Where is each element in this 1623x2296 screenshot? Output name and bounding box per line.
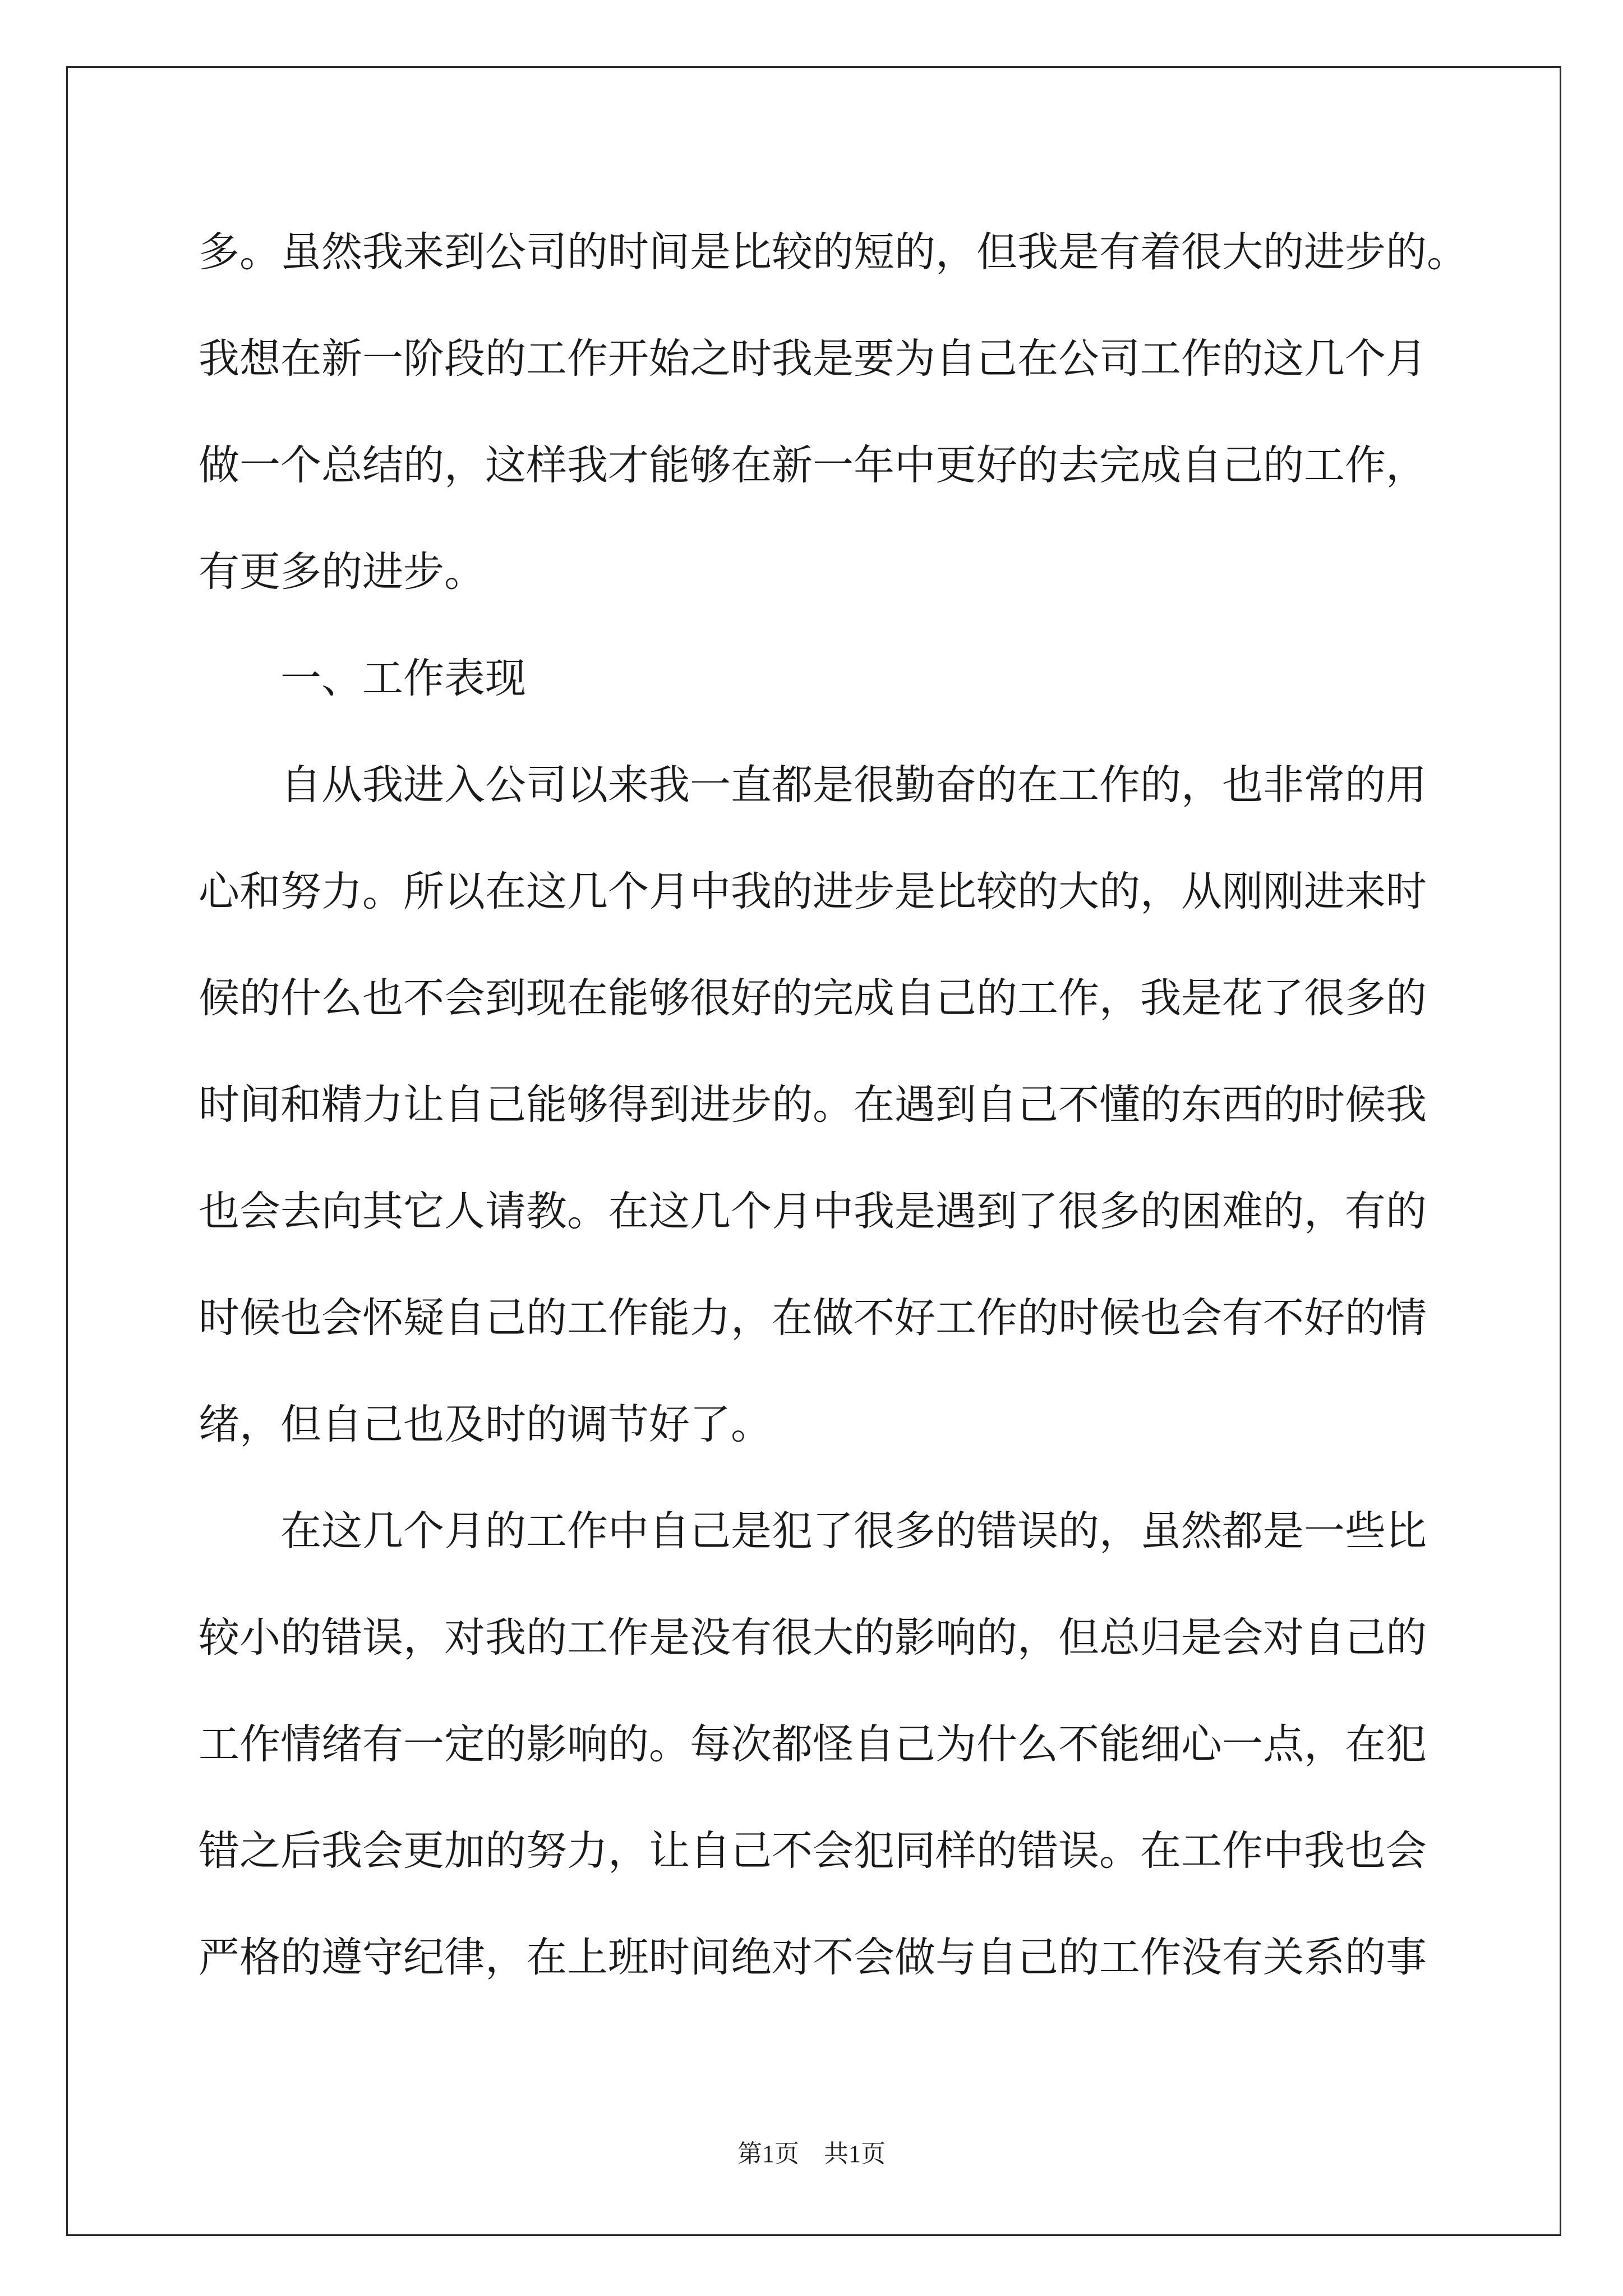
document-body (199, 199, 1533, 2011)
text-line: 候的什么也不会到现在能够很好的完成自己的工作，我是花了很多的 (199, 974, 1427, 1022)
text-line: 绪，但自己也及时的调节好了。 (199, 1401, 772, 1448)
text-line: 自从我进入公司以来我一直都是很勤奋的在工作的，也非常的用 (280, 761, 1427, 809)
text-line: 做一个总结的，这样我才能够在新一年中更好的去完成自己的工作， (199, 441, 1427, 489)
text-line: 严格的遵守纪律，在上班时间绝对不会做与自己的工作没有关系的事 (199, 1934, 1427, 1981)
text-line: 也会去向其它人请教。在这几个月中我是遇到了很多的困难的，有的 (199, 1188, 1427, 1235)
text-line: 多。虽然我来到公司的时间是比较的短的，但我是有着很大的进步的。 (199, 228, 1468, 276)
paragraph (199, 732, 1533, 1478)
text-line: 有更多的进步。 (199, 548, 485, 596)
text-line: 工作情绪有一定的影响的。每次都怪自己为什么不能细心一点，在犯 (199, 1720, 1427, 1768)
text-line: 在这几个月的工作中自己是犯了很多的错误的，虽然都是一些比 (280, 1507, 1427, 1555)
paragraph-continued (199, 199, 1533, 625)
text-line: 较小的错误，对我的工作是没有很大的影响的，但总归是会对自己的 (199, 1614, 1427, 1662)
section-heading (199, 625, 1533, 732)
text-line: 心和努力。所以在这几个月中我的进步是比较的大的，从刚刚进来时 (199, 868, 1427, 915)
text-line: 错之后我会更加的努力，让自己不会犯同样的错误。在工作中我也会 (199, 1827, 1427, 1875)
text-line: 时间和精力让自己能够得到进步的。在遇到自己不懂的东西的时候我 (199, 1081, 1427, 1129)
section-heading-text: 一、工作表现 (280, 655, 526, 702)
text-line: 我想在新一阶段的工作开始之时我是要为自己在公司工作的这几个月 (199, 335, 1427, 383)
text-line: 时候也会怀疑自己的工作能力，在做不好工作的时候也会有不好的情 (199, 1294, 1427, 1342)
paragraph (199, 1478, 1533, 2011)
page-number-footer: 第1页 共1页 (737, 2140, 886, 2168)
